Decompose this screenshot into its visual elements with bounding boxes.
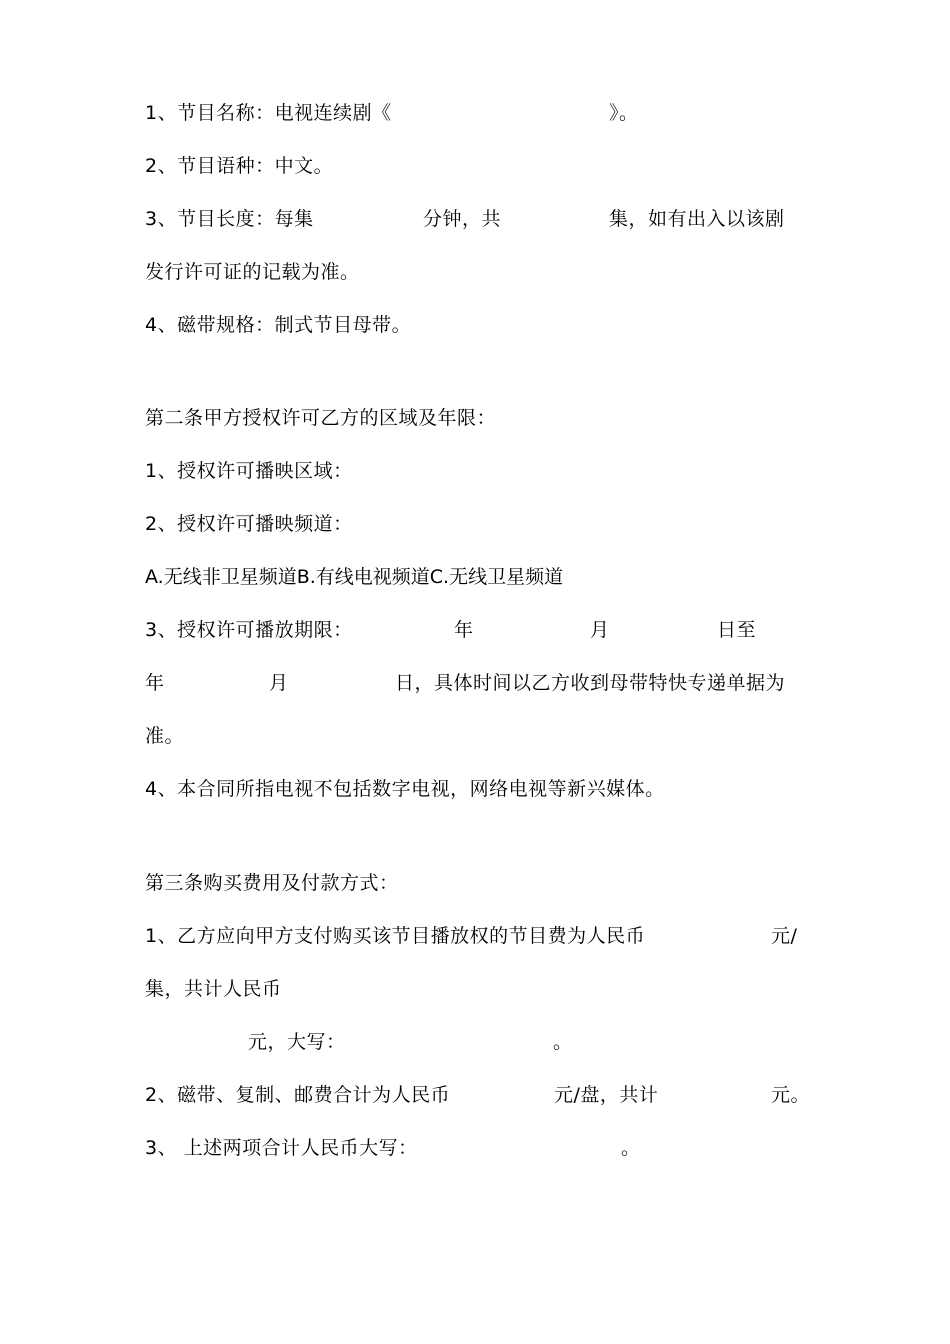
- program-name-line: 1、节目名称：电视连续剧《 》。: [145, 102, 639, 124]
- program-language-line: 2、节目语种：中文。: [145, 155, 334, 177]
- program-fee-continuation: 集，共计人民币: [145, 978, 282, 1000]
- program-fee-total-line: 元，大写： 。: [248, 1031, 573, 1053]
- license-period-end: 准。: [145, 725, 185, 747]
- section-2-title: 第二条甲方授权许可乙方的区域及年限：: [145, 407, 497, 429]
- license-period-continuation: 年 月 日，具体时间以乙方收到母带特快专递单据为: [145, 672, 786, 694]
- program-length-line: 3、节目长度：每集 分钟，共 集，如有出入以该剧: [145, 208, 785, 230]
- total-amount-line: 3、 上述两项合计人民币大写： 。: [145, 1137, 641, 1159]
- broadcast-region-line: 1、授权许可播映区域：: [145, 460, 353, 482]
- license-period-line: 3、授权许可播放期限： 年 月 日至: [145, 619, 757, 641]
- tape-spec-line: 4、磁带规格：制式节目母带。: [145, 314, 412, 336]
- channel-options-line: A.无线非卫星频道B.有线电视频道C.无线卫星频道: [145, 566, 564, 588]
- tv-scope-line: 4、本合同所指电视不包括数字电视，网络电视等新兴媒体。: [145, 778, 665, 800]
- section-3-title: 第三条购买费用及付款方式：: [145, 872, 399, 894]
- program-length-continuation: 发行许可证的记载为准。: [145, 261, 360, 283]
- program-fee-line: 1、乙方应向甲方支付购买该节目播放权的节目费为人民币 元/: [145, 925, 798, 947]
- broadcast-channel-line: 2、授权许可播映频道：: [145, 513, 353, 535]
- tape-fee-line: 2、磁带、复制、邮费合计为人民币 元/盘，共计 元。: [145, 1084, 811, 1106]
